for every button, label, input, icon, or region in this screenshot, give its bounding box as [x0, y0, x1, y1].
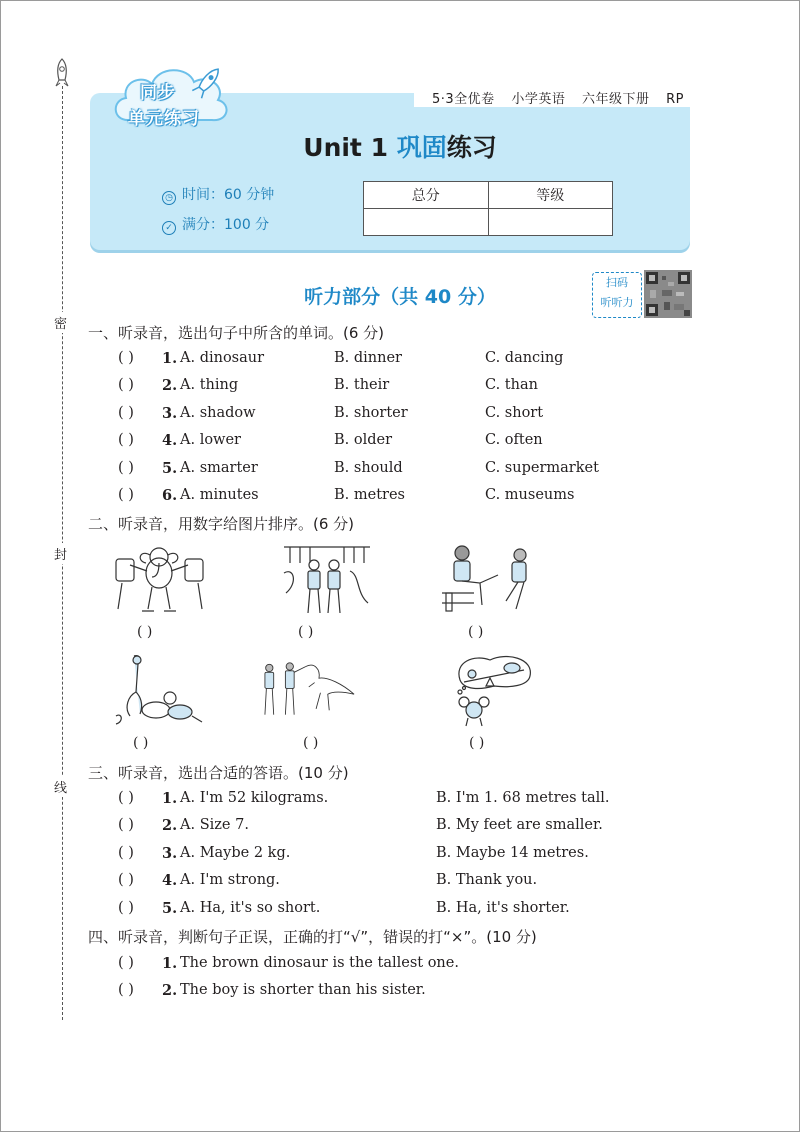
option-a[interactable]: A. smarter — [180, 459, 258, 476]
picture-3-blank[interactable]: ( ) — [468, 624, 484, 640]
picture-4-blank[interactable]: ( ) — [133, 735, 149, 751]
option-b[interactable]: B. their — [334, 377, 390, 394]
answer-blank[interactable]: ( ) — [118, 350, 134, 366]
option-b[interactable]: B. shorter — [334, 404, 408, 421]
option-a[interactable]: A. shadow — [180, 404, 256, 421]
question-number: 5. — [162, 459, 178, 477]
check-circle-icon: ✓ — [162, 221, 176, 235]
option-b[interactable]: B. should — [334, 459, 403, 476]
binding-char-seal: 密 — [54, 312, 67, 333]
total-score-cell[interactable] — [364, 209, 489, 236]
question-number: 1. — [162, 350, 178, 367]
title-accent: 巩固 — [396, 133, 447, 162]
answer-blank[interactable]: ( ) — [118, 817, 134, 834]
mouse-and-elephant-seesaw-picture — [450, 652, 545, 727]
edition-name: RP — [666, 92, 684, 107]
scan-hint — [592, 272, 642, 318]
grade-level-cell[interactable] — [488, 209, 613, 236]
boy-and-girl-sitting-picture — [440, 543, 535, 618]
question-number: 3. — [162, 404, 178, 422]
option-a[interactable]: A. Maybe 2 kg. — [180, 844, 291, 861]
page-title — [0, 128, 800, 164]
elephant-goalkeeper-picture — [112, 543, 207, 618]
option-a[interactable]: A. Ha, it's so short. — [180, 899, 321, 916]
subject-name: 小学英语 — [511, 92, 566, 107]
badge-line-2: 单元练习 — [128, 109, 200, 129]
picture-6-blank[interactable]: ( ) — [469, 735, 485, 751]
badge-line-1: 同步 — [140, 83, 176, 103]
option-b[interactable]: B. I'm 1. 68 metres tall. — [436, 790, 610, 806]
score-label: 满分：100 分 — [182, 217, 270, 233]
option-b[interactable]: B. metres — [334, 487, 405, 503]
binding-char-line: 线 — [54, 776, 67, 797]
score-table — [363, 181, 613, 236]
answer-blank[interactable]: ( ) — [118, 982, 134, 999]
dinosaurs-picture — [112, 652, 207, 727]
option-a[interactable]: A. lower — [180, 432, 241, 449]
section4-heading: 四、听录音，判断句子正误，正确的打“√”，错误的打“×”。(10 分) — [88, 928, 537, 946]
answer-blank[interactable]: ( ) — [118, 459, 134, 476]
question-number: 6. — [162, 487, 178, 504]
title-prefix: Unit 1 — [303, 133, 388, 162]
question-number: 4. — [162, 432, 178, 450]
series-name: 5·3全优卷 — [431, 92, 495, 107]
option-a[interactable]: A. I'm 52 kilograms. — [180, 790, 329, 806]
option-a[interactable]: A. I'm strong. — [180, 872, 280, 889]
answer-blank[interactable]: ( ) — [118, 844, 134, 861]
statement-text: The boy is shorter than his sister. — [180, 982, 426, 999]
question-number: 1. — [162, 955, 178, 972]
option-b[interactable]: B. Ha, it's shorter. — [436, 899, 570, 916]
option-b[interactable]: B. older — [334, 432, 393, 449]
option-c[interactable]: C. museums — [485, 487, 575, 503]
grade-name: 六年级下册 — [581, 92, 650, 107]
option-a[interactable]: A. Size 7. — [180, 817, 249, 834]
answer-blank[interactable]: ( ) — [118, 899, 134, 916]
picture-2-blank[interactable]: ( ) — [298, 624, 314, 640]
score-info — [162, 214, 269, 235]
total-score-header: 总分 — [364, 182, 489, 209]
option-c[interactable]: C. supermarket — [485, 459, 599, 476]
grade-level-header: 等级 — [488, 182, 613, 209]
listening-section-title: 听力部分（共 40 分） — [304, 286, 496, 308]
question-number: 5. — [162, 899, 178, 917]
answer-blank[interactable]: ( ) — [118, 404, 134, 421]
option-a[interactable]: A. thing — [180, 377, 239, 394]
book-info — [414, 88, 690, 107]
qr-code-icon[interactable] — [644, 270, 692, 318]
two-boys-in-room-picture — [280, 543, 375, 618]
option-c[interactable]: C. often — [485, 432, 543, 449]
time-label: 时间：60 分钟 — [182, 187, 275, 203]
title-suffix: 练习 — [446, 133, 497, 162]
picture-5-blank[interactable]: ( ) — [303, 735, 319, 751]
answer-blank[interactable]: ( ) — [118, 790, 134, 806]
time-info — [162, 184, 274, 205]
answer-blank[interactable]: ( ) — [118, 432, 134, 449]
statement-text: The brown dinosaur is the tallest one. — [180, 955, 459, 971]
option-c[interactable]: C. short — [485, 404, 544, 421]
answer-blank[interactable]: ( ) — [118, 872, 134, 889]
answer-blank[interactable]: ( ) — [118, 955, 134, 971]
question-number: 2. — [162, 817, 178, 835]
option-a[interactable]: A. minutes — [180, 487, 259, 503]
question-number: 2. — [162, 982, 178, 1000]
section2-heading: 二、听录音，用数字给图片排序。(6 分) — [88, 515, 355, 533]
section3-heading: 三、听录音，选出合适的答语。(10 分) — [88, 764, 349, 782]
scan-line-1: 扫码 — [606, 276, 628, 289]
option-b[interactable]: B. dinner — [334, 350, 402, 366]
option-b[interactable]: B. Thank you. — [436, 872, 538, 889]
option-c[interactable]: C. than — [485, 377, 538, 394]
question-number: 1. — [162, 790, 178, 807]
scan-line-2: 听听力 — [600, 296, 634, 309]
option-b[interactable]: B. My feet are smaller. — [436, 817, 603, 834]
question-number: 3. — [162, 844, 178, 862]
option-a[interactable]: A. dinosaur — [180, 350, 265, 366]
answer-blank[interactable]: ( ) — [118, 377, 134, 394]
picture-1-blank[interactable]: ( ) — [137, 624, 153, 640]
clock-icon: ◷ — [162, 191, 176, 205]
section1-heading: 一、听录音，选出句子中所含的单词。(6 分) — [88, 324, 385, 342]
option-b[interactable]: B. Maybe 14 metres. — [436, 844, 589, 861]
answer-blank[interactable]: ( ) — [118, 487, 134, 503]
binding-char-envelope: 封 — [54, 543, 67, 564]
two-boys-and-dinosaur-picture — [262, 652, 357, 727]
option-c[interactable]: C. dancing — [485, 350, 564, 366]
question-number: 2. — [162, 377, 178, 395]
question-number: 4. — [162, 872, 178, 890]
